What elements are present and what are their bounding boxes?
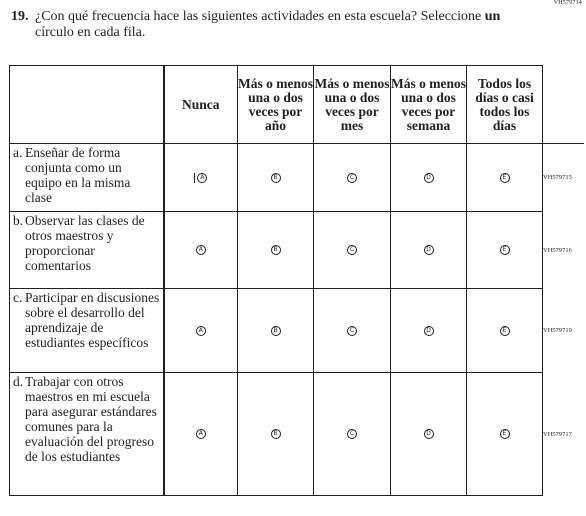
var-id-header (543, 66, 584, 144)
radio-bubble-weekly[interactable]: D (424, 429, 434, 439)
radio-bubble-yearly[interactable]: B (271, 245, 281, 255)
choice-cell-yearly (238, 373, 314, 496)
header-corner (10, 66, 164, 144)
radio-bubble-monthly[interactable]: C (347, 245, 357, 255)
row-statement: Participar en discusiones sobre el desarrollo del aprendizaje de estudiantes específicos (25, 290, 160, 350)
row-item (13, 290, 160, 350)
radio-bubble-monthly[interactable]: C (347, 429, 357, 439)
row-variable-id: VH579717 (543, 373, 584, 496)
choice-cell-weekly (391, 289, 467, 373)
choice-cell-never (164, 212, 238, 289)
radio-bubble-never[interactable]: A (197, 173, 207, 183)
row-letter: c. (13, 290, 23, 305)
table-row-observe-classes (10, 212, 584, 289)
radio-bubble-monthly[interactable]: C (347, 326, 357, 336)
question-emphasis: un (484, 9, 501, 24)
row-item-cell (10, 373, 164, 496)
choice-cell-weekly (391, 144, 467, 212)
frequency-matrix (9, 65, 584, 496)
row-item-cell (10, 212, 164, 289)
row-item-cell (10, 289, 164, 373)
row-statement: Trabajar con otros maestros en mi escuela para asegurar estándares comunes para la evaluación del progreso de los estudiantes (25, 374, 157, 464)
radio-bubble-daily[interactable]: E (500, 245, 510, 255)
choice-cell-yearly (238, 289, 314, 373)
question-prompt (11, 9, 571, 41)
column-header-never: Nunca (164, 66, 238, 144)
row-item (13, 374, 160, 464)
table-row-student-learning-discussions (10, 289, 584, 373)
header-row (10, 66, 584, 144)
radio-bubble-monthly[interactable]: C (347, 173, 357, 183)
row-item-cell (10, 144, 164, 212)
table-row-team-teaching (10, 144, 584, 212)
radio-bubble-daily[interactable]: E (500, 326, 510, 336)
question-number: 19. (11, 9, 29, 24)
radio-bubble-daily[interactable]: E (500, 173, 510, 183)
choice-cell-monthly (314, 289, 391, 373)
radio-bubble-daily[interactable]: E (500, 429, 510, 439)
radio-bubble-never[interactable]: A (196, 245, 206, 255)
choice-cell-daily (467, 212, 543, 289)
choice-cell-weekly (391, 212, 467, 289)
radio-bubble-never[interactable]: A (196, 326, 206, 336)
column-header-daily: Todos los días o casi todos los días (467, 66, 543, 144)
row-letter: a. (13, 145, 23, 160)
choice-cell-monthly (314, 373, 391, 496)
choice-cell-yearly (238, 212, 314, 289)
choice-cell-monthly (314, 144, 391, 212)
choice-cell-monthly (314, 212, 391, 289)
page-code: VH579714 (553, 0, 582, 6)
radio-bubble-weekly[interactable]: D (424, 326, 434, 336)
choice-cell-never (164, 289, 238, 373)
row-variable-id: VH579716 (543, 212, 584, 289)
row-letter: d. (13, 374, 24, 389)
radio-bubble-never[interactable]: A (196, 429, 206, 439)
choice-cell-never (164, 373, 238, 496)
row-variable-id: VH579719 (543, 289, 584, 373)
row-item (13, 145, 160, 205)
radio-bubble-yearly[interactable]: B (271, 173, 281, 183)
choice-cell-never (164, 144, 238, 212)
pencil-mark (194, 173, 195, 183)
question-text-line2: círculo en cada fila. (35, 25, 146, 40)
row-variable-id: VH579715 (543, 144, 584, 212)
row-item (13, 213, 160, 273)
radio-bubble-weekly[interactable]: D (424, 245, 434, 255)
row-letter: b. (13, 213, 24, 228)
table-row-common-standards (10, 373, 584, 496)
row-statement: Observar las clases de otros maestros y proporcionar comentarios (25, 213, 145, 273)
radio-bubble-yearly[interactable]: B (271, 429, 281, 439)
radio-bubble-yearly[interactable]: B (271, 326, 281, 336)
question-text: ¿Con qué frecuencia hace las siguientes actividades en esta escuela? Seleccione (35, 9, 482, 24)
choice-cell-weekly (391, 373, 467, 496)
choice-cell-daily (467, 144, 543, 212)
choice-cell-daily (467, 289, 543, 373)
column-header-weekly: Más o menos una o dos veces por semana (391, 66, 467, 144)
row-statement: Enseñar de forma conjunta como un equipo en la misma clase (25, 145, 131, 205)
column-header-yearly: Más o menos una o dos veces por año (238, 66, 314, 144)
column-header-monthly: Más o menos una o dos veces por mes (314, 66, 391, 144)
choice-cell-daily (467, 373, 543, 496)
radio-bubble-weekly[interactable]: D (424, 173, 434, 183)
choice-cell-yearly (238, 144, 314, 212)
